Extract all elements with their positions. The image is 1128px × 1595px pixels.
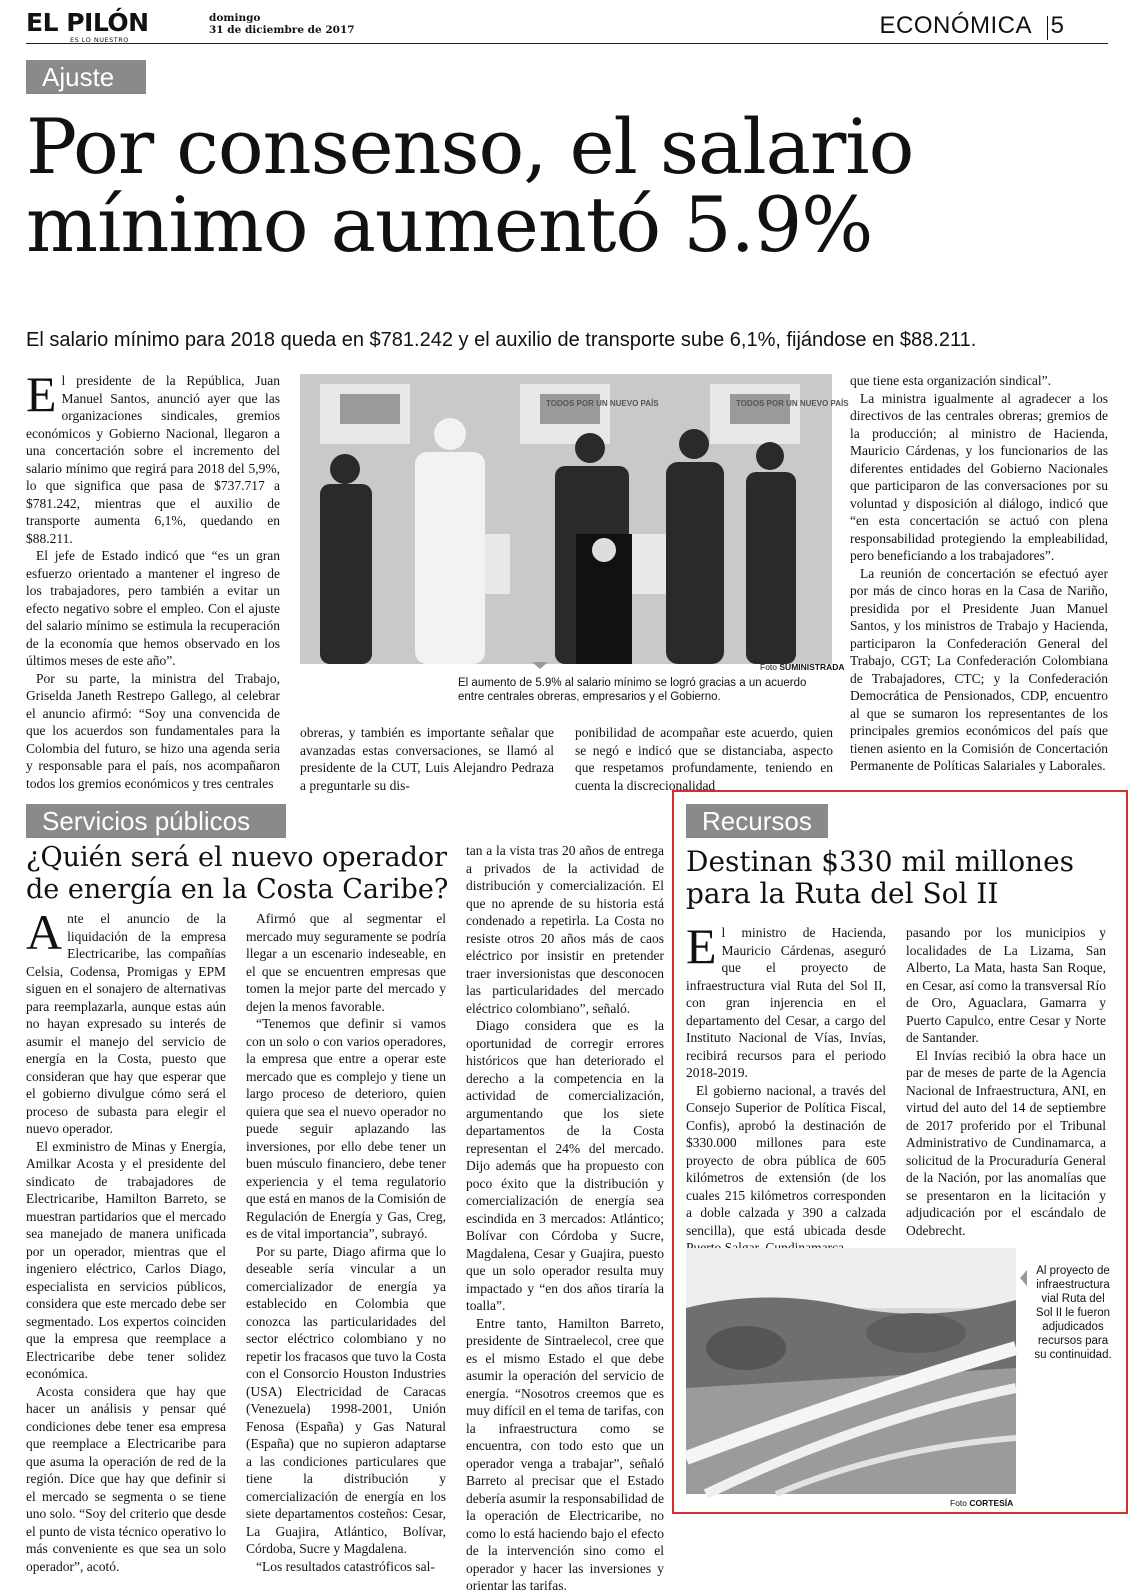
main-col3-text: ponibilidad de acompañar este acuerdo, quien se negó e indicó que se distanciaba, aspecto que respetamos profundamente, teniendo en cuenta la discrecionalidad xyxy=(575,725,833,793)
story2-col2-p1: Afirmó que al segmentar el mercado muy seguramente se podría llegar a un escenario indeseable, en el que se encuentren empresas que tomen la mejor parte del mercado y dejen la menos favorable. xyxy=(246,911,446,1014)
story3-col1-p1-text: l ministro de Hacienda, Mauricio Cárdenas, aseguró que el proyecto de infraestructura vial Ruta del Sol II, con gran injerencia en el departamento del Cesar, a cargo del Instituto Nacional de Vías, Invías, recibirá recursos para el periodo 2018-2019. xyxy=(686,925,886,1080)
masthead xyxy=(26,8,1108,44)
main-kicker: Ajuste xyxy=(26,60,146,94)
newspaper-logo: EL PILÓN xyxy=(26,8,149,37)
story2-col2-p3: Por su parte, Diago afirma que lo deseable sería vincular a un comercializador de energía ya establecido en Colombia que conozca las particularidades del sector eléctrico colombiano y no repetir los fracasos que tuvo la Costa con el Consorcio Houston Industries (USA) Electricidad de Caracas (Venezuela) 1998-2001, Unión Fenosa (España) y Gas Natural (España) que no supieron adaptarse a las condiciones particulares que tiene la distribución y comercialización de energía en los siete departamentos costeños: Cesar, La Guajira, Atlántico, Bolívar, Córdoba, Sucre y Magdalena. xyxy=(246,1243,446,1556)
backdrop-text-2: TODOS POR UN NUEVO PAÍS xyxy=(736,399,849,408)
story3-column-2 xyxy=(906,924,1106,1238)
story2-column-3 xyxy=(466,842,664,1593)
story2-column-2 xyxy=(246,910,446,1574)
story2-col2-p4: “Los resultados catastróficos sal- xyxy=(256,1558,435,1574)
story3-col2-p2: El Invías recibió la obra hace un par de meses de parte de la Agencia Nacional de Infraestructura, ANI, en virtud del auto del 14 de septiembre de 2017 proferido por el Tribunal Administrativo de Cundinamarca, a solicitud de la Procuraduría General de la Nación, por las anomalías que se presentaron en la licitación y adjudicación por el escándalo de Odebrecht. xyxy=(906,1047,1106,1238)
main-column-2 xyxy=(300,724,554,793)
section-name: ECONÓMICA xyxy=(879,12,1032,39)
aerial-photo-image xyxy=(686,1248,1016,1494)
story2-col3-p1: tan a la vista tras 20 años de entrega a privados de la actividad de distribución y comercialización. El que no aprende de su historia está condenado a repetirla. La Costa no resiste otros 20 años más de caos eléctrico por insistir en pretender traer inversionistas que desconocen las particularidades del mercado eléctrico colombiano”, señaló. xyxy=(466,843,664,1016)
main-column-4 xyxy=(850,372,1108,784)
main-headline xyxy=(26,102,1096,269)
aerial-credit-prefix: Foto xyxy=(950,1498,968,1508)
story3-col1-p1 xyxy=(686,918,886,1082)
issue-day: domingo xyxy=(209,12,261,24)
story3-kicker: Recursos xyxy=(686,804,828,838)
story2-headline: ¿Quién será el nuevo operador de energía en la Costa Caribe? xyxy=(26,842,449,905)
aerial-credit-name: CORTESÍA xyxy=(969,1498,1014,1508)
story2-kicker: Servicios públicos xyxy=(26,804,286,838)
backdrop-text-1: TODOS POR UN NUEVO PAÍS xyxy=(546,399,659,408)
story2-col1-p1-text: nte el anuncio de la liquidación de la empresa Electricaribe, las compañías Celsia, Codensa, Promigas y EPM siguen en el sonajero de alternativas para reemplazarla, aunque estas aún no hayan expresado su interés de asumir el manejo del servicio de energía en la Costa, puesto que consideran que hay que esperar que el gobierno divulgue cómo será el proceso de subasta para elegir el nuevo operador. xyxy=(26,911,226,1136)
main-col1-p3: Por su parte, la ministra del Trabajo, Griselda Janeth Restrepo Gallego, al celebrar el anuncio afirmó: “Soy una convencida de que los acuerdos son fundamentales para la Colombia del futuro, se hizo una agenda seria y responsable para el país, nos acompañaron todos los gremios económicos y tres centrales xyxy=(26,670,280,791)
main-col1-p1-text: l presidente de la República, Juan Manuel Santos, anunció ayer que las organizaciones sindicales, gremios económicos y Gobierno Nacional, llegaron a una concertación sobre el incremento del salario mínimo que regirá para 2018 del 5,9%, lo que significa que pasa de $737.717 a $781.242, mientras que el auxilio de transporte aumenta 6,1%, quedando en $88.211. xyxy=(26,373,280,546)
main-col4-p3: La reunión de concertación se efectuó ayer por más de cinco horas en la Casa de Nariño, presidida por el Presidente Juan Manuel Santos, y los ministros de Trabajo y Hacienda, participaron la Confederación General del Trabajo, CGT; La Confederación Colombiana de Trabajadores, CTC; y la Confederación Democrática de Pensionados, CDP, encuentro al que se sumaron los representantes de los principales gremios económicos del país que tienen asiento en la Comisión de Concertación Permanente de Políticas Salariales y Laborales. xyxy=(850,565,1108,773)
main-column-1 xyxy=(26,366,280,791)
main-col4-p1: que tiene esta organización sindical”. xyxy=(850,373,1052,388)
main-col1-p2: El jefe de Estado indicó que “es un gran esfuerzo orientado a mantener el ingreso de los trabajadores, pero también a evitar un efecto negativo sobre el empleo. Con el ajuste del salario mínimo se estimula la recuperación de la economía que hemos observado en los últimos meses de este año”. xyxy=(26,548,280,668)
caption-arrow-icon xyxy=(532,662,548,669)
aerial-photo xyxy=(686,1248,1016,1494)
main-dropcap: E xyxy=(26,366,57,422)
story2-col1-p1 xyxy=(26,904,226,1138)
main-col1-p1 xyxy=(26,366,280,547)
main-photo-caption: El aumento de 5.9% al salario mínimo se logró gracias a un acuerdo entre centrales obreras, empresarios y el Gobierno. xyxy=(458,677,807,703)
story2-col1-p2: El exministro de Minas y Energía, Amilkar Acosta y el presidente del sindicato de trabajadores de Electricaribe, Hamilton Barreto, se muestran partidarios que el mercado sea manejado de manera unificada por un operador, mientras que el ingeniero eléctrico, Carlos Diago, especialista en servicios públicos, considera que este mercado debe ser segmentado. Los expertos coinciden que la empresa que reemplace a Electricaribe debe tener solidez económica. xyxy=(26,1138,226,1381)
main-credit-prefix: Foto xyxy=(760,662,778,672)
caption-arrow-left-icon xyxy=(1020,1270,1027,1286)
main-photo-image xyxy=(300,374,849,664)
page-number: 5 xyxy=(1050,12,1064,39)
main-column-3 xyxy=(575,724,833,793)
main-deck: El salario mínimo para 2018 queda en $781.242 y el auxilio de transporte sube 6,1%, fijándose en $88.211. xyxy=(26,329,977,351)
logo-tagline: ES LO NUESTRO xyxy=(70,36,129,44)
story3-dropcap: E xyxy=(686,918,717,974)
aerial-photo-caption: Al proyecto de infraestructura vial Ruta del Sol II le fueron adjudicados recursos para su continuidad. xyxy=(1034,1265,1112,1361)
main-photo xyxy=(300,374,849,664)
main-photo-credit xyxy=(760,662,845,672)
story2-col1-p3: Acosta considera que hay que hacer un análisis y pensar qué condiciones debe tener esa empresa que reemplace a Electricaribe para que asuma la operación de red de la región. Dice que hay que definir si el mercado se segmenta o se tiene uno solo. “Soy del criterio que desde el punto de vista técnico operativo lo más conveniente es que sea un solo operador”, acotó. xyxy=(26,1383,226,1574)
main-headline-line1: Por consenso, el salario xyxy=(26,102,914,191)
story3-headline: Destinan $330 mil millones para la Ruta del Sol II xyxy=(686,845,1075,910)
issue-date xyxy=(209,12,355,36)
main-col4-p2: La ministra igualmente al agradecer a los directivos de las centrales obreras; gremios de la producción; al ministro de Hacienda, Mauricio Cárdenas, y los funcionarios de las diferentes entidades del Gobierno Nacionales que participaron de las conversaciones por su voluntad y disposición al diálogo, indicó que “en esta concertación se actuó con plena responsabilidad protegiendo la empleabilidad, pero beneficiando a los trabajadores”. xyxy=(850,390,1108,563)
issue-full-date: 31 de diciembre de 2017 xyxy=(209,24,355,36)
main-credit-name: SUMINISTRADA xyxy=(779,662,845,672)
story2-col3-p2: Diago considera que es la oportunidad de corregir errores históricos que han deteriorado el derecho a la competencia en la actividad de comercialización, argumentando que los siete departamentos de la Costa representan el 24% del mercado. Dijo además que ha propuesto con poco éxito que la distribución y comercialización de energía sea escindida en 3 mercados: Atlántico; Bolívar con Córdoba y Sucre, Magdalena, Cesar y Guajira, puesto que un solo operador resulta muy impactado y “en dos años tiraría la toalla”. xyxy=(466,1018,664,1313)
main-headline-line2: mínimo aumentó 5.9% xyxy=(26,180,873,269)
story3-col1-p2: El gobierno nacional, a través del Consejo Superior de Política Fiscal, Confis), aprobó la destinación de $330.000 millones para este proyecto de obra pública de 605 kilómetros de extensión (de los cuales 215 kilómetros corresponden a doble calzada y 390 a calzada sencilla), que está ubicada desde xyxy=(686,1082,886,1238)
aerial-photo-credit xyxy=(950,1498,1013,1508)
story3-column-1 xyxy=(686,918,886,1238)
story2-col2-p2: “Tenemos que definir si vamos con un solo o con varios operadores, la empresa que entre a operar este mercado que es complejo y tiene un largo proceso de deterioro, quien quiera que sea el nuevo operador no puede seguir aplazando las inversiones, por ello debe tener un buen músculo financiero, debe tener experiencia y el tema regulatorio que está en manos de la Comisión de Regulación de Energía y Gas, Creg, es de vital importancia”, subrayó. xyxy=(246,1016,446,1241)
story2-col3-p3: Entre tanto, Hamilton Barreto, presidente de Sintraelecol, cree que es el mismo Estado el que debe asumir la operación del servicio de energía. “Nosotros creemos que es muy difícil en el tema de tarifas, con la infraestructura como se encuentra, con todo esto que un operador venga a trabajar”, señaló Barreto al precisar que el Estado debería asumir la responsabilidad de la operación de Electricaribe, no como lo está haciendo bajo el efecto de la intervención sino como el operador y hacer las inversiones y orientar las tarifas. xyxy=(466,1315,664,1593)
story3-col2-p1: pasando por los municipios y localidades de La Lizama, San Alberto, La Mata, hasta San Roque, en Cesar, así como la transversal Río de Oro, Aguaclara, Gamarra y Puerto Capulco, entre Cesar y Norte de Santander. xyxy=(906,925,1106,1045)
story2-column-1 xyxy=(26,904,226,1574)
section-separator xyxy=(1047,16,1049,40)
main-col2-text: obreras, y también es importante señalar que avanzadas estas conversaciones, se llamó al presidente de la CUT, Luis Alejandro Pedraza a preguntarle su dis- xyxy=(300,725,554,793)
story2-dropcap: A xyxy=(26,904,63,960)
